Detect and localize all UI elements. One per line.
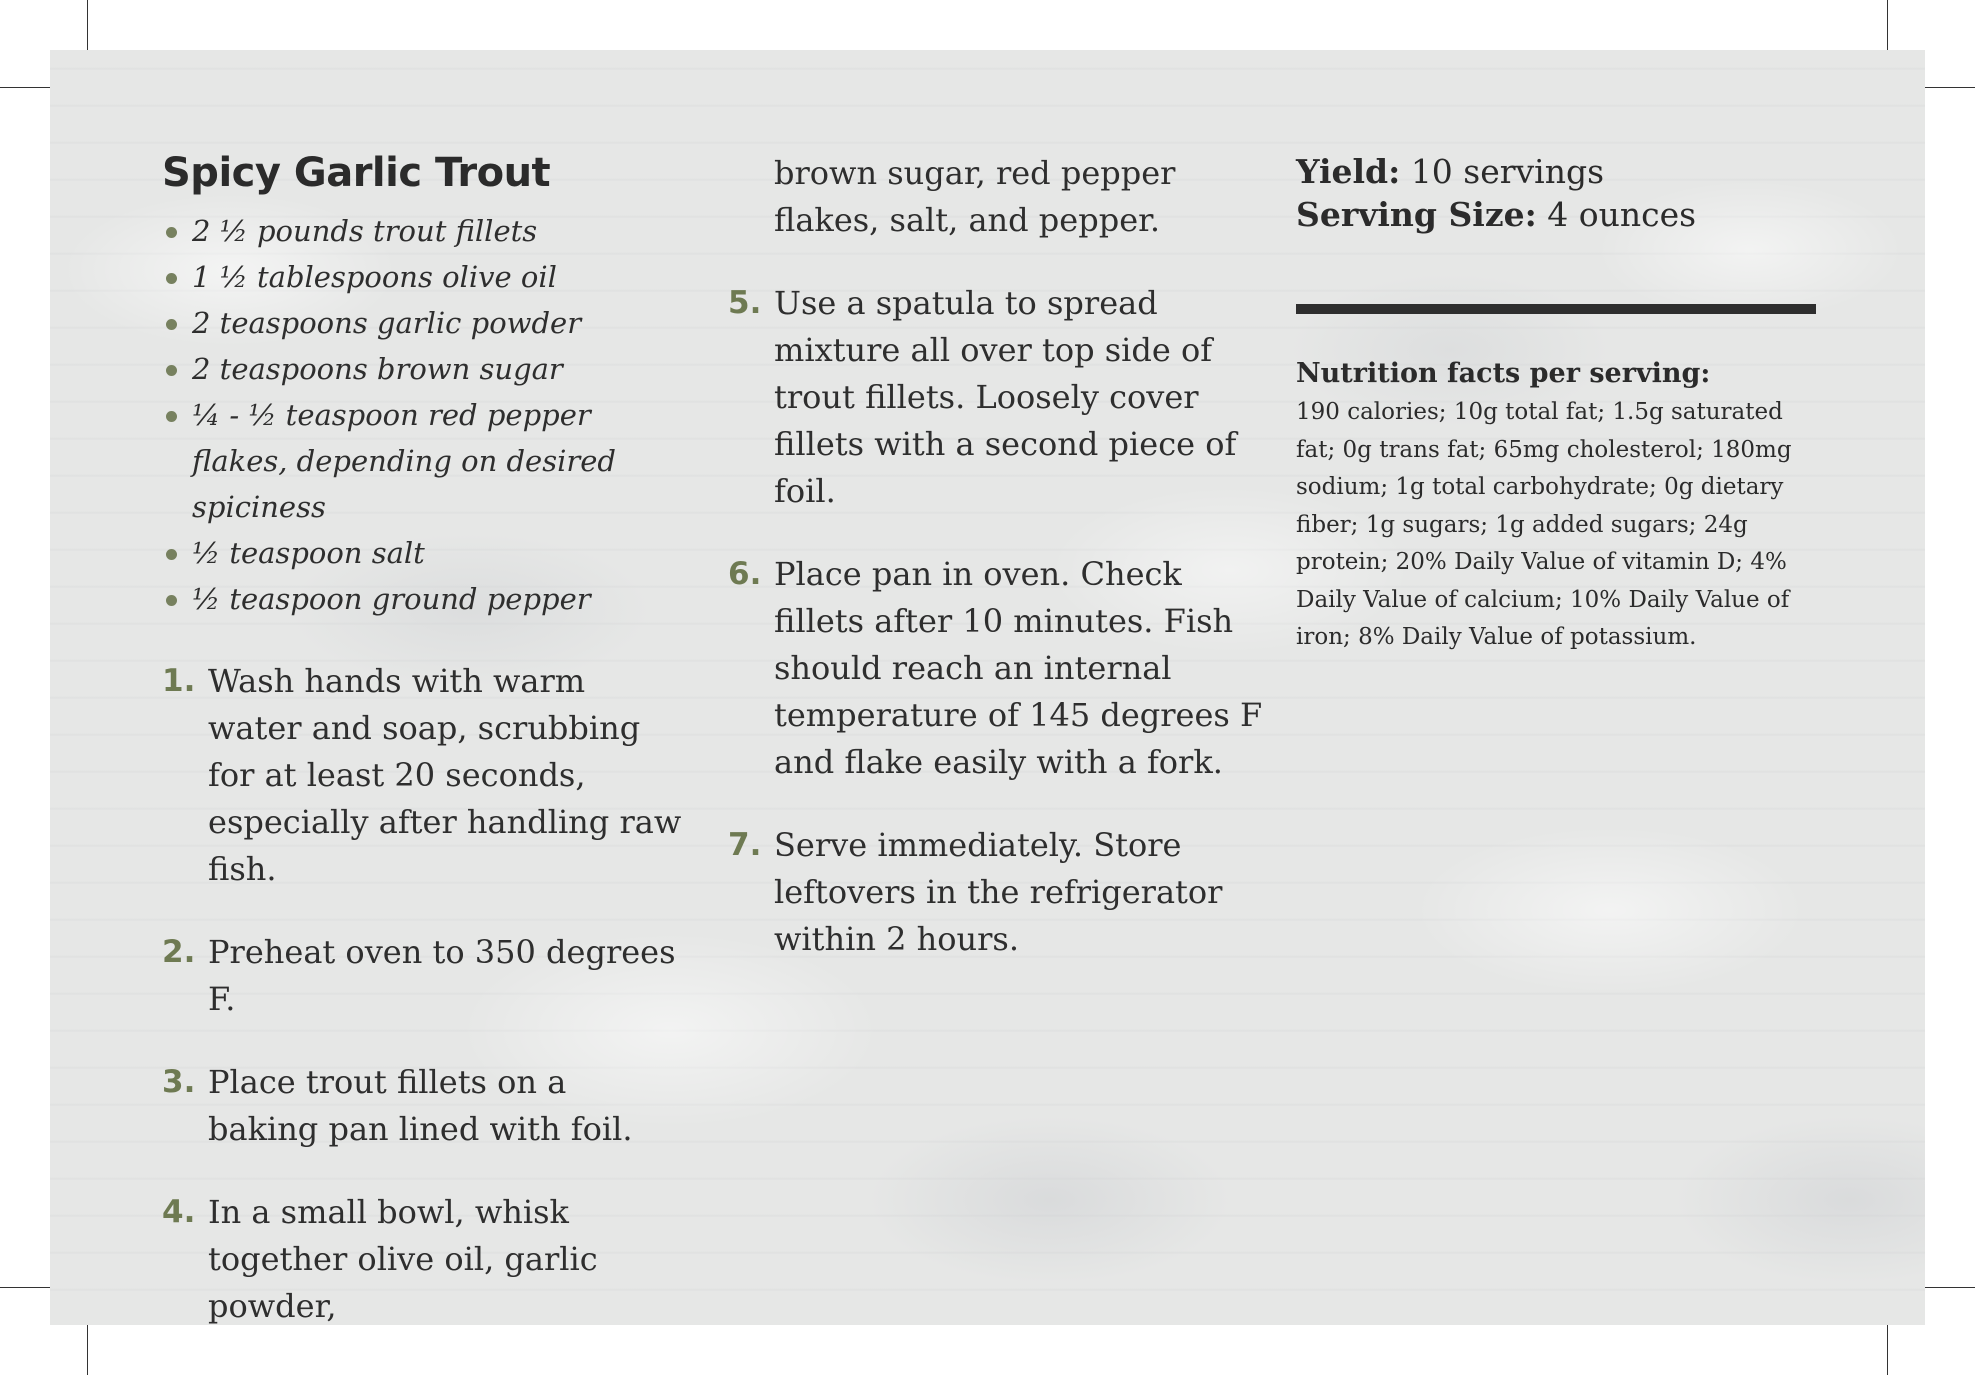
- bullet-icon: [166, 411, 177, 422]
- step-number: 7.: [728, 827, 762, 863]
- step-number: 5.: [728, 285, 762, 321]
- bullet-icon: [166, 365, 177, 376]
- step-number: 2.: [162, 934, 196, 970]
- step-4-continuation: brown sugar, red pepper flakes, salt, and pepper.: [774, 154, 1176, 239]
- right-column: [1296, 150, 1816, 657]
- step-5: [728, 280, 1268, 515]
- step-3: [162, 1059, 682, 1153]
- yield-label: Yield:: [1296, 152, 1401, 191]
- ingredient-list: [162, 208, 682, 622]
- step-text: Use a spatula to spread mixture all over top side of trout fillets. Loosely cover fillets with a second piece of foil.: [774, 284, 1237, 510]
- divider: [1296, 304, 1816, 314]
- ingredient-item: 2 ½ pounds trout fillets: [162, 208, 682, 254]
- bullet-icon: [166, 273, 177, 284]
- left-column: [162, 150, 682, 1330]
- ingredient-item: 2 teaspoons brown sugar: [162, 346, 682, 392]
- step-text: In a small bowl, whisk together olive oil, garlic powder,: [208, 1193, 598, 1325]
- nutrition-heading: Nutrition facts per serving:: [1296, 358, 1711, 389]
- ingredient-item: ¼ - ½ teaspoon red pepper flakes, depending on desired spiciness: [162, 392, 682, 530]
- recipe-title: Spicy Garlic Trout: [162, 150, 551, 196]
- step-number: 1.: [162, 663, 196, 699]
- nutrition-text: 190 calories; 10g total fat; 1.5g saturated fat; 0g trans fat; 65mg cholesterol; 180mg sodium; 1g total carbohydrate; 0g dietary fiber; 1g sugars; 1g added sugars; 24g protein; 20% Daily Value of vitamin D; 4% Daily Value of calcium; 10% Daily Value of iron; 8% Daily Value of potassium.: [1296, 399, 1792, 650]
- yield-line: [1296, 150, 1816, 193]
- ingredient-item: ½ teaspoon ground pepper: [162, 576, 682, 622]
- step-text: Place trout fillets on a baking pan lined with foil.: [208, 1063, 633, 1148]
- bullet-icon: [166, 595, 177, 606]
- step-number: 3.: [162, 1064, 196, 1100]
- step-text: Place pan in oven. Check fillets after 10 minutes. Fish should reach an internal temperature of 145 degrees F and flake easily with a fork.: [774, 555, 1263, 781]
- step-text: Preheat oven to 350 degrees F.: [208, 933, 676, 1018]
- step-4: [162, 1189, 682, 1330]
- yield-value: 10 servings: [1410, 152, 1605, 191]
- bullet-icon: [166, 227, 177, 238]
- serving-size-label: Serving Size:: [1296, 195, 1537, 234]
- ingredient-item: 1 ½ tablespoons olive oil: [162, 254, 682, 300]
- step-2: [162, 929, 682, 1023]
- serving-size-value: 4 ounces: [1547, 195, 1697, 234]
- step-6: [728, 551, 1268, 786]
- serving-size-line: [1296, 193, 1816, 236]
- ingredient-item: 2 teaspoons garlic powder: [162, 300, 682, 346]
- bullet-icon: [166, 549, 177, 560]
- ingredient-item: ½ teaspoon salt: [162, 530, 682, 576]
- step-text: Serve immediately. Store leftovers in the refrigerator within 2 hours.: [774, 826, 1223, 958]
- step-number: 4.: [162, 1194, 196, 1230]
- step-7: [728, 822, 1268, 963]
- step-text: Wash hands with warm water and soap, scrubbing for at least 20 seconds, especially after handling raw fish.: [208, 662, 682, 888]
- step-1: [162, 658, 682, 893]
- step-number: 6.: [728, 556, 762, 592]
- bullet-icon: [166, 319, 177, 330]
- middle-column: [728, 150, 1268, 963]
